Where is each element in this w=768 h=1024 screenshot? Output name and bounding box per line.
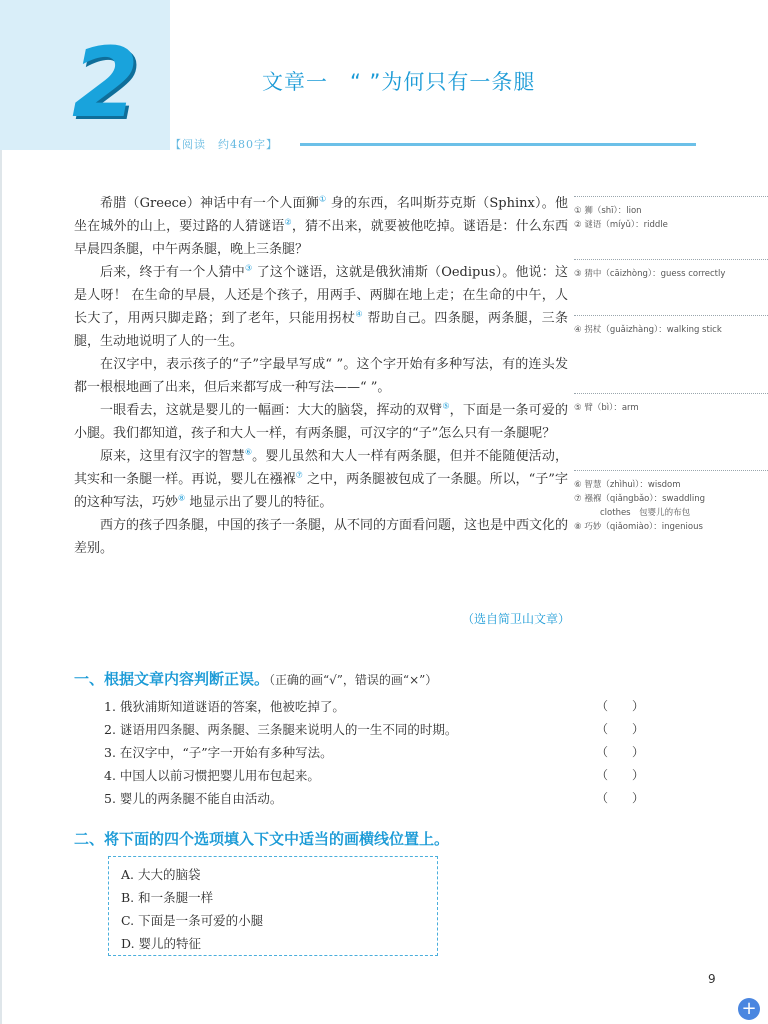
page-number: 9 (708, 972, 716, 986)
list-item (104, 695, 644, 718)
paragraph-text: 在汉字中，表示孩子的“子”字最早写成“ ”。这个字开始有多种写法，有的连头发都一根根地画了出来，但后来都写成一种写法——“ ”。 (74, 357, 568, 395)
paragraph (74, 353, 568, 399)
paragraph-text: 后来，终于有一个人猜中 (100, 265, 245, 280)
footnote-marker: ④ (355, 309, 363, 319)
footnote-marker: ⑤ (442, 401, 450, 411)
article-source: （选自简卫山文章） (461, 612, 570, 626)
item-text: 4. 中国人以前习惯把婴儿用布包起来。 (104, 768, 320, 783)
lesson-number: 2 (72, 27, 139, 139)
paragraph-text: 一眼看去，这就是婴儿的一幅画：大大的脑袋，挥动的双臂 (100, 403, 443, 418)
footnote-group (574, 393, 768, 415)
options-box (108, 856, 438, 956)
page-edge (0, 150, 2, 1024)
paragraph-text: 希腊（Greece）神话中有一个人面狮 (100, 196, 320, 211)
footnote-entry: ⑦ 襁褓（qiǎngbǎo）：swaddling (574, 494, 706, 504)
list-item (104, 787, 644, 810)
option-b: B. 和一条腿一样 (121, 890, 214, 905)
paragraph-text: 身的东西，名叫斯芬克斯（Sphinx）。他坐在城外的山上，要过路的人猜谜语 (74, 196, 568, 234)
option-c: C. 下面是一条可爱的小腿 (121, 913, 264, 928)
answer-blank[interactable]: （ ） (595, 699, 644, 713)
footnote-entry: ① 狮（shī）：lion (574, 206, 642, 216)
list-item (104, 741, 644, 764)
paragraph (74, 261, 568, 353)
footnote-entry: ⑥ 智慧（zhìhuì）：wisdom (574, 480, 681, 490)
footnote-marker: ⑦ (295, 470, 303, 480)
footnote-marker: ③ (245, 263, 253, 273)
option-d: D. 婴儿的特征 (121, 936, 202, 951)
paragraph (74, 445, 568, 514)
item-text: 5. 婴儿的两条腿不能自由活动。 (104, 791, 283, 806)
exercise1-items (104, 695, 644, 810)
list-item (104, 764, 644, 787)
answer-blank[interactable]: （ ） (595, 722, 644, 736)
paragraph-text: 西方的孩子四条腿，中国的孩子一条腿，从不同的方面看问题，这也是中西文化的差别。 (74, 518, 569, 556)
footnote-group (574, 315, 768, 337)
paragraph-text: 原来，这里有汉字的智慧 (100, 449, 245, 464)
paragraph-text: 之中，两条腿被包成了一条腿。所以，“子”字的这种写法，巧妙 (74, 472, 568, 510)
footnote-entry: ⑤ 臂（bì）：arm (574, 403, 639, 413)
exercise1-heading (74, 668, 437, 689)
article-body (74, 192, 568, 560)
paragraph-text: 了这个谜语，这就是俄狄浦斯（Oedipus）。他说：这是人呀！ 在生命的早晨，人还是个孩子，用两手、两脚在地上走；在生命的中午，人长大了，用两只脚走路；到了老年，只能用拐杖 (74, 265, 568, 326)
footnote-group (574, 259, 768, 281)
answer-blank[interactable]: （ ） (595, 791, 644, 805)
footnote-marker: ② (284, 217, 292, 227)
reading-tag: 【阅读 约480字】 (170, 138, 278, 151)
exercise1-instruction: （正确的画“√”，错误的画“×”） (269, 673, 438, 687)
paragraph-text: ，猜不出来，就要被他吃掉。谜语是：什么东西早晨四条腿，中午两条腿，晚上三条腿？ (74, 219, 568, 257)
footnote-entry: ③ 猜中（cāizhòng）：guess correctly (574, 269, 726, 279)
exercise2-title: 二、将下面的四个选项填入下文中适当的画横线位置上。 (74, 830, 450, 848)
item-text: 2. 谜语用四条腿、两条腿、三条腿来说明人的一生不同的时期。 (104, 722, 458, 737)
add-button[interactable]: + (738, 998, 760, 1020)
answer-blank[interactable]: （ ） (595, 768, 644, 782)
paragraph-text: 。婴儿虽然和大人一样有两条腿，但并不能随便活动，其实和一条腿一样。再说，婴儿在襁褓 (74, 449, 568, 487)
list-item (104, 718, 644, 741)
page-title: 文章一 “ ”为何只有一条腿 (262, 70, 536, 94)
paragraph-text: ，下面是一条可爱的小腿。我们都知道，孩子和大人一样，有两条腿，可汉字的“子”怎么只有一条腿呢？ (74, 403, 568, 441)
footnote-marker: ① (319, 194, 327, 204)
footnote-group (574, 196, 768, 232)
paragraph-text: 帮助自己。四条腿，两条腿，三条腿，生动地说明了人的一生。 (74, 311, 568, 349)
footnote-entry: ④ 拐杖（guǎizhàng）：walking stick (574, 325, 722, 335)
footnote-marker: ⑧ (178, 493, 186, 503)
item-text: 3. 在汉字中，“子”字一开始有多种写法。 (104, 745, 333, 760)
option-a: A. 大大的脑袋 (121, 867, 201, 882)
header-rule (300, 143, 696, 146)
paragraph (74, 399, 568, 445)
footnote-group (574, 470, 768, 534)
exercise1-title: 一、根据文章内容判断正误。 (74, 670, 270, 688)
footnote-entry: ② 谜语（míyǔ）：riddle (574, 220, 668, 230)
paragraph (74, 514, 568, 560)
footnote-entry: clothes 包婴儿的布包 (600, 508, 691, 518)
footnote-marker: ⑥ (244, 447, 253, 457)
paragraph (74, 192, 568, 261)
paragraph-text: 地显示出了婴儿的特征。 (185, 495, 333, 510)
item-text: 1. 俄狄浦斯知道谜语的答案，他被吃掉了。 (104, 699, 345, 714)
footnote-entry: ⑧ 巧妙（qiǎomiào）：ingenious (574, 522, 703, 532)
answer-blank[interactable]: （ ） (595, 745, 644, 759)
